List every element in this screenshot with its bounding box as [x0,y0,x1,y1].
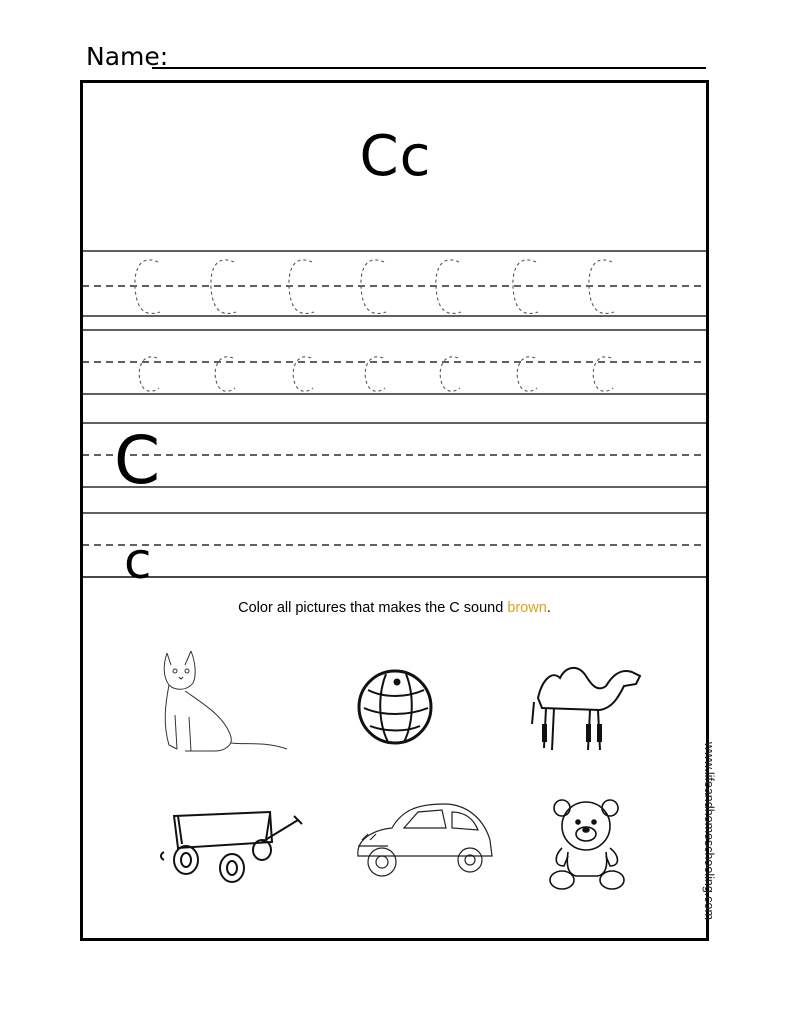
ball-icon[interactable] [356,668,434,746]
instruction-prefix: Color all pictures that makes the C sound [238,600,508,616]
model-lowercase-letter: c [124,532,152,590]
trace-c-upper [361,260,386,314]
trace-c-upper [289,260,314,314]
teddy-bear-icon[interactable] [548,796,630,892]
name-label: Name: [86,42,169,71]
instruction-text [80,600,709,616]
trace-uppercase-group [135,260,614,314]
worksheet-title: Cc [359,124,432,189]
camel-icon[interactable] [528,658,646,758]
trace-c-upper [135,260,160,314]
trace-c-upper [513,260,538,314]
model-uppercase-letter: C [114,422,161,499]
website-text: www.lifeandhomeschooling.com [702,742,716,920]
wagon-icon[interactable] [158,808,303,888]
website-credit [702,742,733,922]
trace-c-upper [589,260,614,314]
cat-icon[interactable] [155,645,290,760]
instruction-color-word: brown [507,600,547,616]
trace-c-upper [436,260,461,314]
car-icon[interactable] [348,800,498,885]
instruction-suffix: . [546,600,551,616]
trace-c-upper [211,260,236,314]
